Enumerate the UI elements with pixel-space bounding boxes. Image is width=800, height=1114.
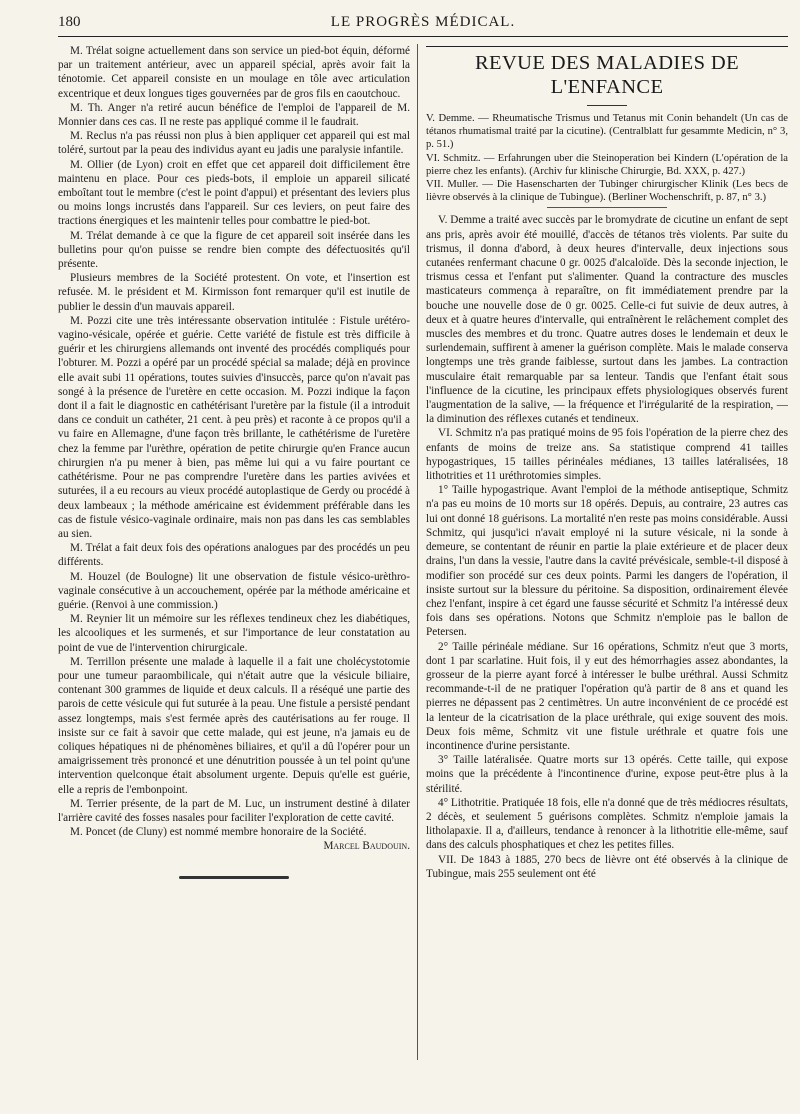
reference-rule: [547, 207, 667, 208]
section-end-ornament: [179, 876, 289, 879]
signature-line: [58, 839, 410, 853]
paragraph: M. Th. Anger n'a retiré aucun bénéfice de l'emploi de l'appareil de M. Monnier dans ces cas. Il ne reste pas appliqué comme il le faudrait.: [58, 101, 410, 129]
title-rule: [587, 105, 627, 106]
paragraph: VII. De 1843 à 1885, 270 becs de lièvre ont été observés à la clinique de Tubingue, mais 255 seulement ont été: [426, 853, 788, 880]
paragraph: M. Pozzi cite une très intéressante observation intitulée : Fistule urétéro-vagino-vésicale, opérée et guérie. Cette variété de fistule est très difficile à guérir et les chirurgiens allemands ont inventé des procédés compliqués pour l'obturer. M. Pozzi a opéré par un procédé spécial sa malade; déjà en province elle avait subi 11 opérations, toutes suivies d'insuccès, parce qu'on n'avait pas songé à la présence de l'uretère en cette occasion. M. Pozzi indique la façon dont il a fait le diagnostic en cathétérisant l'uretère par la fistule (il a introduit dans ce conduit un cathéter, 21 cent. à peu près) et raconte à ce propos qu'il a vu faire en Allemagne, d'une façon très brillante, le cathétérisme de l'uretère chez la femme par l'urèthre, opération de petite chirurgie qu'en France aucun chirurgien n'a pu mener à bien, pas même lui qui a vu faire pourtant ce cathétérisme. Pour ne pas comprendre l'uretère dans les parties avivées et suturées, il a eu recours au vieux procédé autoplastique de Gerdy ou procédé à deux lambeaux ; la méthode américaine est évidemment préférable dans les cas de fistule vésico-vaginale ordinaire, mais non pas dans les cas semblables au sien.: [58, 314, 410, 540]
author-signature: Marcel Baudouin.: [323, 840, 410, 853]
bibliographic-reference: VII. Muller. — Die Hasenscharten der Tubinger chirurgischer Klinik (Les becs de lièvre observés à la clinique de Tubingue). (Berliner Wochenschrift, p. 87, n° 3.): [426, 179, 788, 204]
journal-page: [58, 10, 788, 1110]
journal-title: LE PROGRÈS MÉDICAL.: [330, 14, 516, 30]
running-head: [58, 10, 788, 37]
paragraph: M. Poncet (de Cluny) est nommé membre honoraire de la Société.: [70, 826, 367, 839]
column-divider: [417, 44, 418, 1060]
paragraph: M. Reynier lit un mémoire sur les réflexes tendineux chez les diabétiques, les alcooliques et les surmenés, et sur l'importance de leur constatation au point de vue de l'intervention chirurgicale.: [58, 613, 410, 654]
paragraph: M. Reclus n'a pas réussi non plus à bien appliquer cet appareil qui est mal toléré, surtout par la peau des individus ayant eu jadis une paralysie infantile.: [58, 130, 410, 157]
left-column: [58, 44, 410, 1110]
paragraph: V. Demme a traité avec succès par le bromydrate de cicutine un enfant de sept ans pris, après avoir été mouillé, d'accès de tétanos très violents. Par suite du trismus, il donna d'abord, à deux heures d'intervalle, deux injections sous cutanées renfermant chacune 0 gr. 0025 d'alcaloïde. Dès la seconde injection, le trismus cessa et l'enfant put s'alimenter. Quand la contracture des muscles masticateurs commença à reparaître, on fit immédiatement prendre par la bouche une nouvelle dose de 0 gr. 0025. Celle-ci fut suivie de deux autres, à deux et à quatre heures d'intervalle, qui entraînèrent le relâchement complet des muscles des membres et du tronc. Quatre autres doses le lendemain et deux le surlendemain, suffirent à amener la guérison complète. Mais le malade conserva longtemps une très grande faiblesse, surtout dans les jambes. La contraction musculaire était remarquable par sa lenteur. Tandis que l'enfant était sous l'influence de la cicutine, les principaux effets physiologiques observés furent l'augmentation de la salive, — la fréquence et l'irrégularité de la respiration, — la diminution des réflexes cutanés et tendineux.: [426, 214, 788, 426]
right-column: [426, 44, 788, 1110]
paragraph: M. Ollier (de Lyon) croit en effet que cet appareil doit difficilement être maintenu en place. Pour ces pieds-bots, il emploie un appareil silicaté emboîtant tout le membre (c'est le point d'appui) et présentant des leviers plus ou moins longs incrustés dans l'appareil. Sur ces leviers, on peut faire des tractions énergiques et les maintenir telles pour combattre le pied-bot.: [58, 158, 410, 228]
paragraph: 1° Taille hypogastrique. Avant l'emploi de la méthode antiseptique, Schmitz n'a pas eu moins de 10 morts sur 18 opérés. Depuis, au contraire, 23 autres cas lui ont donné 18 guérisons. La mortalité n'en reste pas moins considérable. Aussi Schmitz, qui jusqu'ici n'avait employé ni la suture vésicale, ni la sonde à demeure, se contentant de réunir en partie la plaie extérieure et de placer deux drains, l'un dans la vessie, l'autre dans la cavité prévésicale, semble-t-il disposé à modifier son procédé sur ces deux points. Parmi les dangers de l'opération, il insiste surtout sur la blessure du péritoine. Sa disposition, ordinairement élevée chez l'enfant, inspire à cet égard une fausse sécurité et Schmitz l'a intéressé deux fois dans ses opérations. Notons que Schmitz n'emploie pas le ballon de Petersen.: [426, 484, 788, 639]
paragraph: 4° Lithotritie. Pratiquée 18 fois, elle n'a donné que de très médiocres résultats, 2 décès, et seulement 5 guérisons complètes. Schmitz n'emploie jamais la litholapaxie. Il a, d'ailleurs, tendance à renoncer à la lithotritie elle-même, sauf dans des calculs phosphatiques et chez les petites filles.: [426, 796, 788, 852]
paragraph: M. Houzel (de Boulogne) lit une observation de fistule vésico-urèthro-vaginale consécutive à un accouchement, opérée par la méthode américaine et guérie. (Renvoi à une commission.): [58, 570, 410, 611]
bibliographic-reference: VI. Schmitz. — Erfahrungen uber die Steinoperation bei Kindern (L'opération de la pierre chez les enfants). (Archiv fur klinische Chirurgie, Bd. XXX, p. 427.): [426, 152, 788, 177]
text-columns: [58, 44, 788, 1110]
paragraph: 2° Taille périnéale médiane. Sur 16 opérations, Schmitz n'eut que 3 morts, dont 1 par scarlatine. Huit fois, il y eut des hémorrhagies assez abondantes, la grosseur de la pierre ayant forcé à intéresser le bulbe uréthral. Aussi Schmitz recommande-t-il de ne pratiquer l'opération qu'à partir de 8 ans et quand les pierres ne dépassent pas 2 centimètres. Un autre inconvénient de ce procédé est la lenteur de la cicatrisation de la place uréthrale, qui exige souvent des mois. Deux fois même, Schmitz vit une fistule uréthrale et quatre fois une incontinence d'urine persistante.: [426, 640, 788, 752]
paragraph: M. Terrillon présente une malade à laquelle il a fait une cholécystotomie pour une tumeur paraombilicale, qui n'était autre que la vésicule biliaire, contenant 300 grammes de liquide et deux calculs. Il a réséqué une partie des parois de cette vésicule qui fut suturée à la peau. Une fistule a persisté pendant assez longtemps, mais s'est fermée après des cautérisations au fer rouge. Il insiste sur ce fait à savoir que cette malade, qui est jeune, n'a jamais eu de coliques hépatiques ni de phénomènes biliaires, et qu'il a dû l'opérer pour un amaigrissement très prononcé et une dénutrition poussée à un tel point qu'une intervention quelconque était absolument urgente. Depuis qu'elle est guérie, elle a repris de l'embonpoint.: [58, 655, 410, 796]
paragraph: M. Trélat soigne actuellement dans son service un pied-bot équin, déformé par un traitement antérieur, avec un appareil spécial, après avoir fait la ténotomie. Cet appareil consiste en un moulage en tôle avec articulation excentrique et deux longues tiges gouvernées par de gros fils en caoutchouc.: [58, 45, 410, 100]
paragraph: M. Terrier présente, de la part de M. Luc, un instrument destiné à dilater l'arrière cavité des fosses nasales pour faciliter l'exploration de cette cavité.: [58, 797, 410, 824]
paragraph: M. Trélat demande à ce que la figure de cet appareil soit insérée dans les bulletins pour qu'on puisse se rendre bien compte des défectuosités qu'il présente.: [58, 229, 410, 271]
paragraph: Plusieurs membres de la Société protestent. On vote, et l'insertion est refusée. M. le président et M. Kirmisson font remarquer qu'il est inutile de publier le dessin d'un mauvais appareil.: [58, 272, 410, 313]
bibliographic-reference: V. Demme. — Rheumatische Trismus und Tetanus mit Conin behandelt (Un cas de tétanos rhumatismal traité par la cicutine). (Centralblatt fur gesammte Medicin, n° 3, p. 51.): [426, 113, 788, 151]
page-number: 180: [58, 14, 81, 30]
paragraph: VI. Schmitz n'a pas pratiqué moins de 95 fois l'opération de la pierre chez des enfants de moins de treize ans. Sa statistique comprend 41 tailles hypogastriques, 15 tailles périnéales médianes, 13 tailles latéralisées, 18 lithotrities et 11 uréthrotomies simples.: [426, 427, 788, 483]
section-title: REVUE DES MALADIES DE L'ENFANCE: [426, 46, 788, 99]
paragraph: M. Trélat a fait deux fois des opérations analogues par des procédés un peu différents.: [58, 542, 410, 569]
paragraph: 3° Taille latéralisée. Quatre morts sur 13 opérés. Cette taille, qui expose moins que la précédente à l'incontinence d'urine, expose peut-être plus à la stérilité.: [426, 754, 788, 795]
